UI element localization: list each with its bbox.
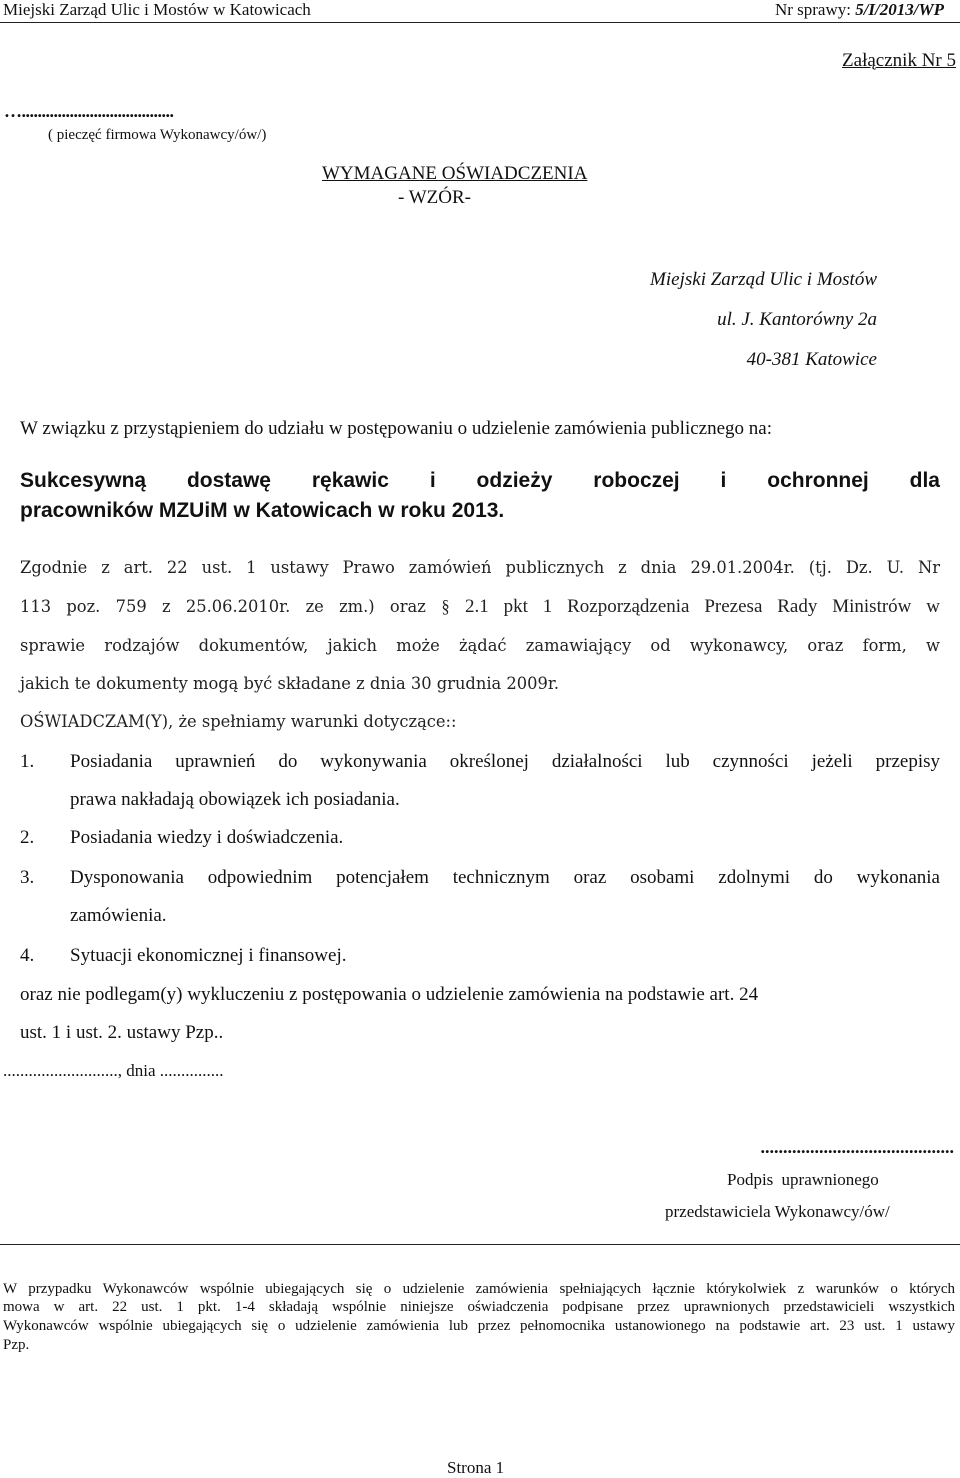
- signature-caption-2: przedstawiciela Wykonawcy/ów/: [665, 1202, 890, 1221]
- condition-3-line-2: zamówienia.: [70, 905, 167, 926]
- intro-text: W związku z przystąpieniem do udziału w postępowaniu o udzielenie zamówienia publicznego na:: [20, 418, 773, 439]
- annex-label: Załącznik Nr 5: [842, 50, 956, 71]
- legal-basis-line-1: Zgodnie z art. 22 ust. 1 ustawy Prawo zamówień publicznych z dnia 29.01.2004r. (tj. Dz. U. Nr: [20, 558, 940, 577]
- page-number: Strona 1: [447, 1458, 505, 1477]
- header-divider: [0, 22, 960, 23]
- exclusion-line-2: ust. 1 i ust. 2. ustawy Pzp..: [20, 1022, 224, 1043]
- subject-line-1: Sukcesywną dostawę rękawic i odzieży roboczej i ochronnej dla: [20, 469, 940, 492]
- declaration-text: OŚWIADCZAM(Y), że spełniamy warunki dotyczące::: [20, 712, 457, 731]
- place-date-field: ..........................., dnia ...............: [3, 1061, 224, 1080]
- footnote-line-3: Wykonawców wspólnie ubiegających się o udzielenie zamówienia lub przez pełnomocnika ustanowionego na podstawie art. 23 ust. 1 ustawy: [3, 1318, 955, 1334]
- condition-3-line-1: Dysponowania odpowiednim potencjałem technicznym oraz osobami zdolnymi do wykonania: [70, 867, 940, 888]
- document-title: WYMAGANE OŚWIADCZENIA: [322, 163, 588, 184]
- legal-basis-line-2a: 113 poz. 759 z 25.06.2010r. ze zm.) oraz: [20, 597, 442, 616]
- signature-dots: ...........................................: [760, 1137, 954, 1157]
- legal-basis-line-2: [20, 596, 940, 618]
- footnote-divider: [0, 1244, 960, 1245]
- legal-basis-line-3: sprawie rodzajów dokumentów, jakich może żądać zamawiający od wykonawcy, oraz form, w: [20, 636, 940, 655]
- stamp-dots: …......................................: [4, 101, 174, 121]
- condition-2-line-1: Posiadania wiedzy i doświadczenia.: [70, 827, 344, 848]
- condition-1-number: 1.: [20, 751, 35, 772]
- section-sign: §: [441, 596, 450, 616]
- condition-2-number: 2.: [20, 827, 35, 848]
- exclusion-line-1: oraz nie podlegam(y) wykluczeniu z postępowania o udzielenie zamówienia na podstawie art. 24: [20, 984, 759, 1005]
- footnote-line-2: mowa w art. 22 ust. 1 pkt. 1-4 składają wspólnie niniejsze oświadczenia podpisane przez uprawnionych przedstawicieli wszystkich: [3, 1299, 955, 1315]
- header-organization: Miejski Zarząd Ulic i Mostów w Katowicach: [3, 0, 311, 19]
- legal-basis-line-4: jakich te dokumenty mogą być składane z dnia 30 grudnia 2009r.: [20, 674, 560, 693]
- case-label: Nr sprawy:: [774, 0, 856, 19]
- condition-1-line-1: Posiadania uprawnień do wykonywania określonej działalności lub czynności jeżeli przepisy: [70, 751, 940, 772]
- subject-line-2: pracowników MZUiM w Katowicach w roku 2013.: [20, 499, 505, 522]
- header-case-number: [775, 0, 944, 20]
- stamp-caption: ( pieczęć firmowa Wykonawcy/ów/): [48, 127, 267, 143]
- recipient-name: Miejski Zarząd Ulic i Mostów: [650, 269, 877, 290]
- condition-4-number: 4.: [20, 945, 35, 966]
- legal-basis-line-2b: 2.1 pkt 1 Rozporządzenia Prezesa Rady Ministrów w: [450, 596, 940, 617]
- footnote-line-1: W przypadku Wykonawców wspólnie ubiegających się o udzielenie zamówienia spełniających łącznie którykolwiek z warunków o których: [3, 1281, 955, 1297]
- document-subtitle: - WZÓR-: [398, 187, 471, 208]
- recipient-street: ul. J. Kantorówny 2a: [717, 309, 877, 330]
- signature-caption-1: Podpis uprawnionego: [727, 1170, 879, 1189]
- footnote-line-4: Pzp.: [3, 1337, 30, 1353]
- condition-3-number: 3.: [20, 867, 35, 888]
- case-value: 5/I/2013/WP: [855, 0, 944, 19]
- condition-4-line-1: Sytuacji ekonomicznej i finansowej.: [70, 945, 347, 966]
- condition-1-line-2: prawa nakładają obowiązek ich posiadania.: [70, 789, 400, 810]
- recipient-city: 40-381 Katowice: [746, 349, 877, 370]
